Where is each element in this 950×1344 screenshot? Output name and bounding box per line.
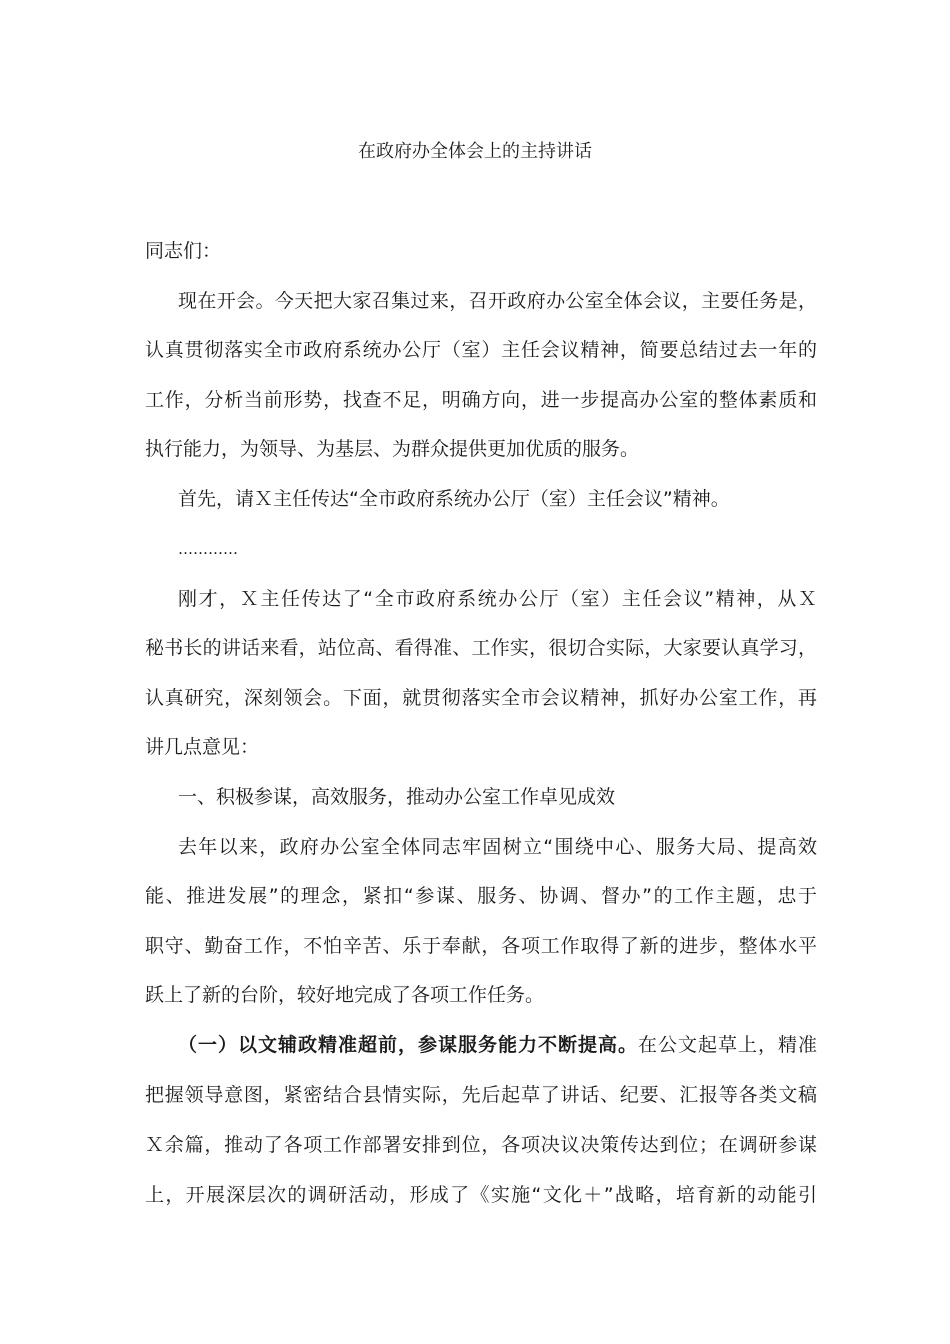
paragraph-line — [178, 1032, 817, 1058]
section-heading: 一、积极参谋，高效服务，推动办公室工作卓见成效 — [178, 786, 616, 808]
paragraph-line: 刚才，Ｘ主任传达了“全市政府系统办公厅（室）主任会议”精神，从Ｘ — [178, 588, 817, 610]
paragraph-line: 讲几点意见： — [145, 736, 260, 758]
paragraph-line: 去年以来，政府办公室全体同志牢固树立“围绕中心、服务大局、提高效 — [178, 836, 817, 858]
ellipsis: ………… — [178, 540, 238, 558]
paragraph-line: 职守、勤奋工作，不怕辛苦、乐于奉献，各项工作取得了新的进步，整体水平 — [145, 935, 817, 957]
paragraph-line: 执行能力，为领导、为基层、为群众提供更加优质的服务。 — [145, 438, 640, 460]
paragraph-line: Ｘ余篇，推动了各项工作部署安排到位，各项决议决策传达到位；在调研参谋 — [145, 1134, 817, 1156]
paragraph-line: 认真贯彻落实全市政府系统办公厅（室）主任会议精神，简要总结过去一年的 — [145, 339, 817, 361]
salutation: 同志们： — [145, 240, 222, 262]
paragraph-line: 认真研究，深刻领会。下面，就贯彻落实全市会议精神，抓好办公室工作，再 — [145, 687, 817, 709]
paragraph-line: 跃上了新的台阶，较好地完成了各项工作任务。 — [145, 984, 545, 1006]
paragraph-text: 在公文起草上，精准 — [637, 1034, 817, 1056]
paragraph-line: 上，开展深层次的调研活动，形成了《实施“文化＋”战略，培育新的动能引 — [145, 1184, 817, 1206]
document-title: 在政府办全体会上的主持讲话 — [358, 141, 592, 162]
paragraph-line: 工作，分析当前形势，找查不足，明确方向，进一步提高办公室的整体素质和 — [145, 389, 817, 411]
paragraph-line: 能、推进发展”的理念，紧扣“参谋、服务、协调、督办”的工作主题，忠于 — [145, 885, 817, 907]
paragraph-line: 秘书长的讲话来看，站位高、看得准、工作实，很切合实际，大家要认真学习， — [145, 637, 817, 659]
paragraph-line: 首先，请Ｘ主任传达“全市政府系统办公厅（室）主任会议”精神。 — [178, 488, 730, 510]
paragraph-line: 现在开会。今天把大家召集过来，召开政府办公室全体会议，主要任务是， — [178, 290, 817, 312]
subsection-heading: （一）以文辅政精准超前，参谋服务能力不断提高。 — [178, 1034, 638, 1056]
paragraph-line: 把握领导意图，紧密结合县情实际，先后起草了讲话、纪要、汇报等各类文稿 — [145, 1084, 817, 1106]
